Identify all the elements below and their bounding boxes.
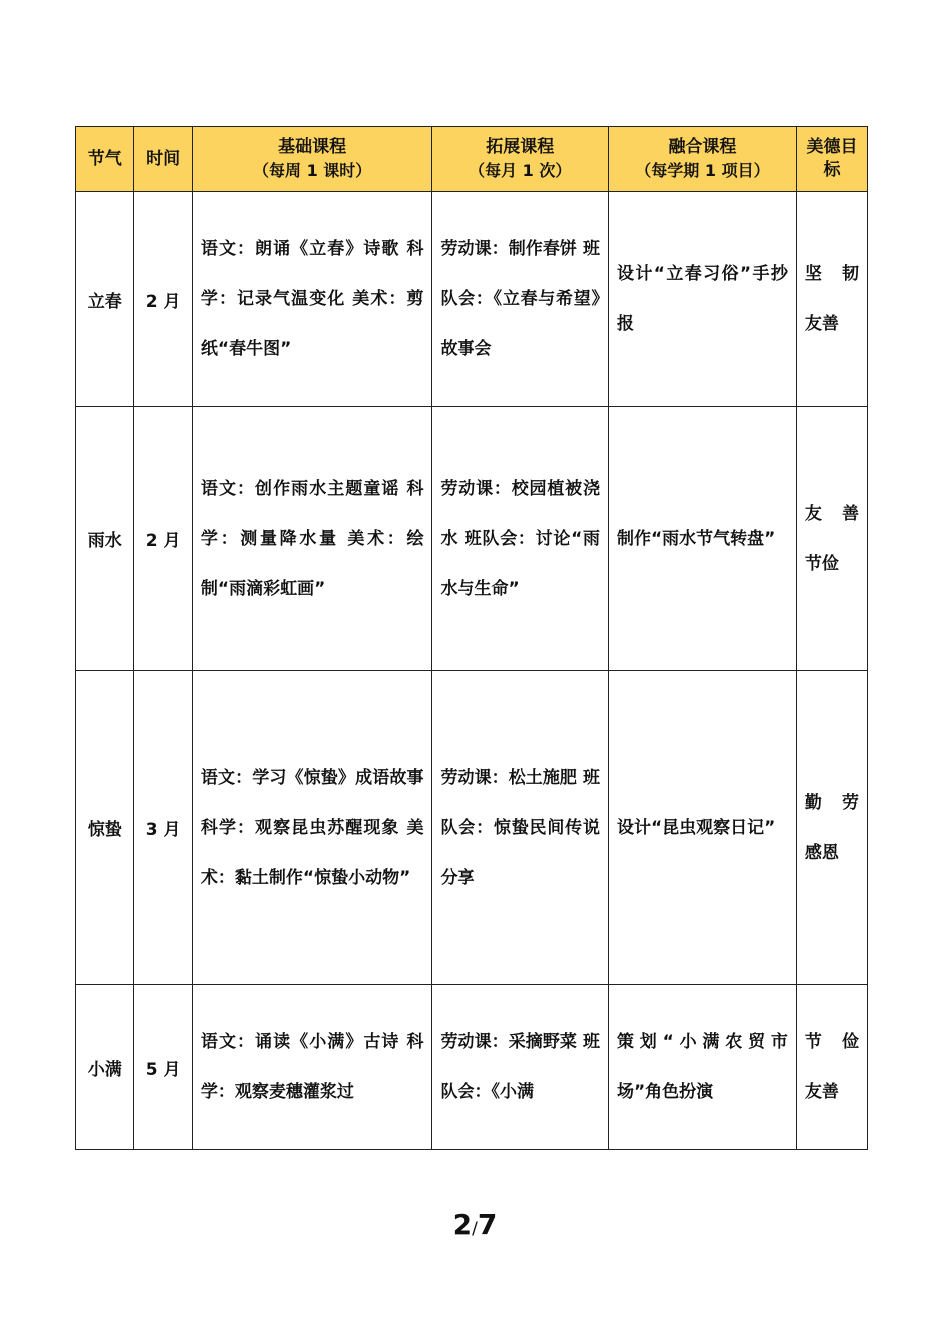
cell-term: 雨水 (76, 407, 134, 671)
cell-time: 3 月 (134, 671, 192, 985)
header-extension-sub: （每月 1 次） (469, 161, 572, 180)
curriculum-table (75, 126, 868, 1150)
header-term: 节气 (76, 127, 134, 192)
header-basic (192, 127, 432, 192)
cell-basic: 语文：学习《惊蛰》成语故事 科学：观察昆虫苏醒现象 美术：黏土制作“惊蛰小动物” (192, 671, 432, 985)
cell-term: 惊蛰 (76, 671, 134, 985)
header-basic-title: 基础课程 (278, 137, 347, 157)
header-fusion (608, 127, 796, 192)
cell-basic: 语文：诵读《小满》古诗 科学：观察麦穗灌浆过 (192, 985, 432, 1150)
cell-moral: 友善 节俭 (796, 407, 867, 671)
header-moral: 美德目标 (796, 127, 867, 192)
cell-extension: 劳动课：制作春饼 班队会：《立春与希望》故事会 (432, 192, 609, 407)
page-number (0, 1208, 950, 1241)
header-time: 时间 (134, 127, 192, 192)
cell-extension: 劳动课：校园植被浇水 班队会：讨论“雨水与生命” (432, 407, 609, 671)
header-extension-title: 拓展课程 (486, 137, 555, 157)
cell-time: 2 月 (134, 192, 192, 407)
cell-moral: 坚韧 友善 (796, 192, 867, 407)
cell-fusion: 策划“小满农贸市场”角色扮演 (608, 985, 796, 1150)
header-fusion-sub: （每学期 1 项目） (635, 161, 770, 180)
cell-fusion: 制作“雨水节气转盘” (608, 407, 796, 671)
table-row (76, 192, 868, 407)
cell-extension: 劳动课：松土施肥 班队会：惊蛰民间传说分享 (432, 671, 609, 985)
cell-term: 立春 (76, 192, 134, 407)
header-fusion-title: 融合课程 (668, 137, 737, 157)
table-row (76, 407, 868, 671)
cell-fusion: 设计“昆虫观察日记” (608, 671, 796, 985)
header-extension (432, 127, 609, 192)
page-separator: / (472, 1219, 478, 1239)
cell-basic: 语文：创作雨水主题童谣 科学：测量降水量 美术：绘制“雨滴彩虹画” (192, 407, 432, 671)
cell-time: 2 月 (134, 407, 192, 671)
cell-extension: 劳动课：采摘野菜 班队会：《小满 (432, 985, 609, 1150)
page-current: 2 (452, 1208, 473, 1241)
page-total: 7 (477, 1208, 498, 1241)
header-basic-sub: （每周 1 课时） (253, 161, 372, 180)
cell-basic: 语文：朗诵《立春》诗歌 科学：记录气温变化 美术：剪纸“春牛图” (192, 192, 432, 407)
cell-moral: 勤劳 感恩 (796, 671, 867, 985)
cell-term: 小满 (76, 985, 134, 1150)
cell-moral: 节俭 友善 (796, 985, 867, 1150)
cell-time: 5 月 (134, 985, 192, 1150)
table-row (76, 671, 868, 985)
header-row (76, 127, 868, 192)
table-row (76, 985, 868, 1150)
cell-fusion: 设计“立春习俗”手抄报 (608, 192, 796, 407)
